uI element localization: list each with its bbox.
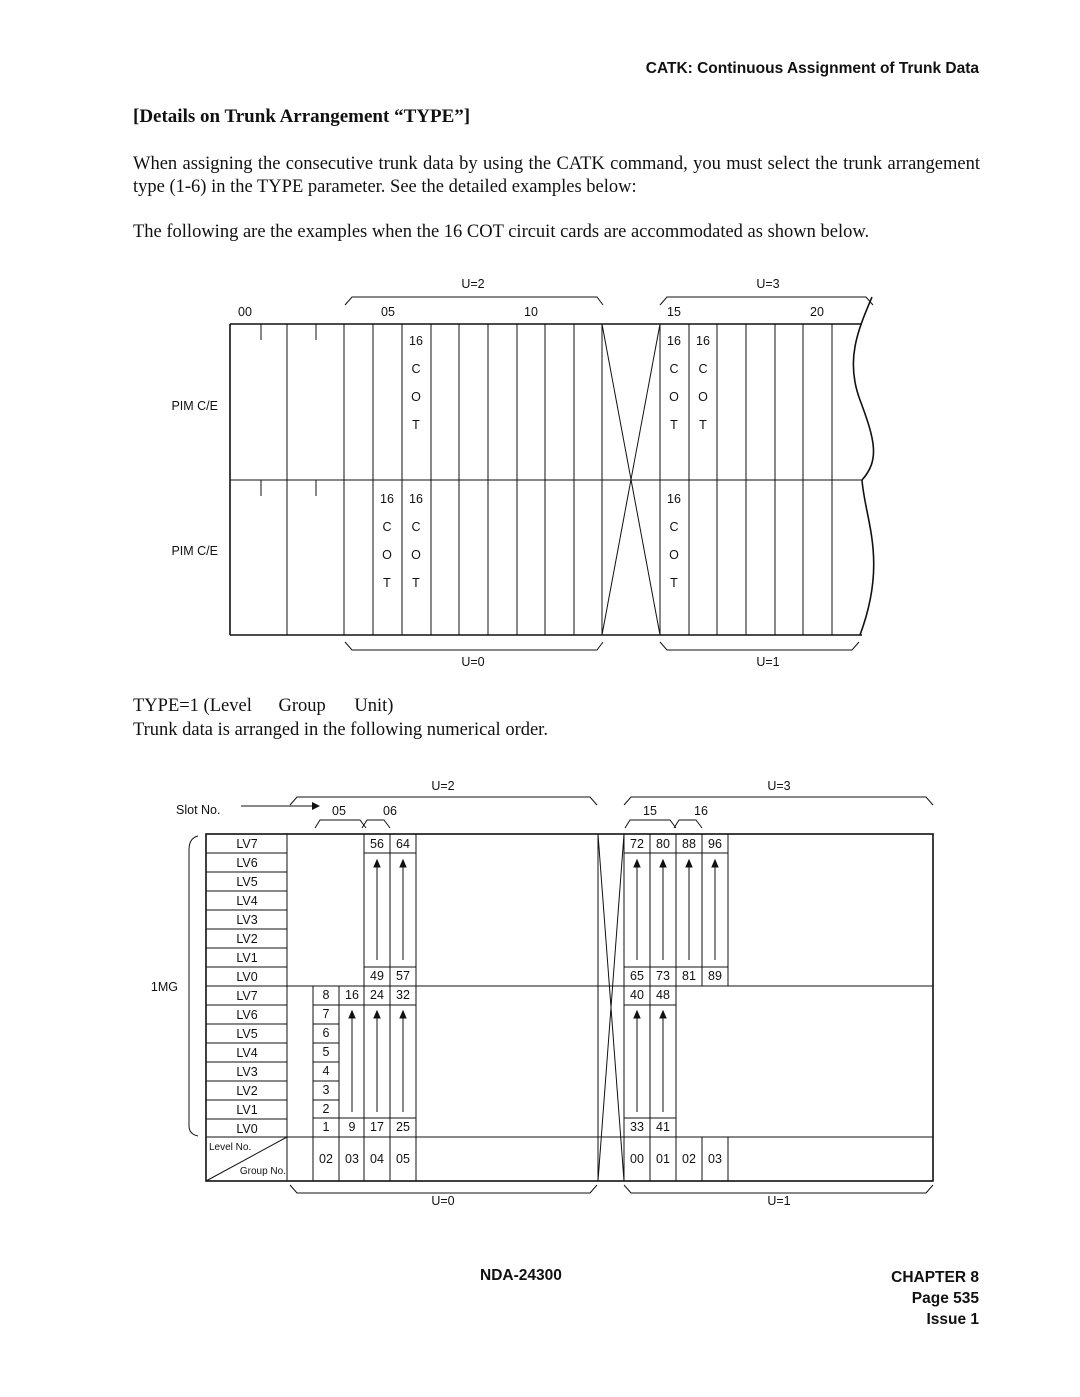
increment-arrow-head — [634, 1011, 640, 1018]
cot-card-label: C — [698, 362, 708, 376]
slot-label-15: 15 — [667, 305, 681, 319]
trunk-number-cell: 64 — [396, 837, 410, 851]
trunk-number-cell: 17 — [370, 1120, 384, 1134]
type-description: Trunk data is arranged in the following numerical order. — [133, 720, 548, 740]
trunk-number-cell: 8 — [322, 988, 330, 1002]
unit-label-u3-top: U=3 — [756, 277, 780, 291]
increment-arrow-head — [349, 1011, 355, 1018]
increment-arrow-head — [400, 860, 406, 867]
cot-card-label: 16 — [409, 492, 423, 506]
level-label: LV0 — [236, 1122, 258, 1136]
trunk-number-cell: 81 — [682, 969, 696, 983]
trunk-number-cell: 73 — [656, 969, 670, 983]
cot-card-label: C — [669, 362, 679, 376]
unit-label-u1-bottom: U=1 — [756, 655, 780, 669]
trunk-number-cell: 3 — [322, 1083, 330, 1097]
trunk-number-cell: 72 — [630, 837, 644, 851]
cot-card-arrangement-diagram — [0, 0, 1080, 690]
level-label: LV3 — [236, 913, 258, 927]
trunk-number-cell: 32 — [396, 988, 410, 1002]
unit-label-u2-top: U=2 — [431, 779, 455, 793]
trunk-number-cell: 02 — [682, 1152, 696, 1166]
issue-label: Issue 1 — [926, 1311, 979, 1328]
mg-label: 1MG — [150, 980, 178, 994]
level-label: LV2 — [236, 1084, 258, 1098]
cot-card-label: 16 — [409, 334, 423, 348]
cot-card-label: O — [382, 548, 392, 562]
cot-card-label: O — [411, 548, 421, 562]
example-paragraph: The following are the examples when the 16 COT circuit cards are accommodated as shown below. — [133, 222, 870, 242]
document-number: NDA-24300 — [480, 1267, 562, 1284]
cot-card-label: T — [670, 418, 678, 432]
increment-arrow-head — [374, 1011, 380, 1018]
running-header: CATK: Continuous Assignment of Trunk Data — [645, 60, 979, 77]
level-label: LV1 — [236, 951, 258, 965]
page-number: Page 535 — [911, 1290, 979, 1307]
slot-number-05: 05 — [332, 804, 346, 818]
trunk-number-cell: 25 — [396, 1120, 410, 1134]
type-part-unit: Unit) — [354, 696, 394, 716]
trunk-number-cell: 16 — [345, 988, 359, 1002]
cot-card-label: C — [669, 520, 679, 534]
trunk-number-cell: 40 — [630, 988, 644, 1002]
level-label: LV1 — [236, 1103, 258, 1117]
unit-label-u2-top: U=2 — [461, 277, 485, 291]
section-title: [Details on Trunk Arrangement “TYPE”] — [133, 106, 471, 127]
type-part-level: TYPE=1 (Level — [133, 696, 252, 716]
trunk-numbering-diagram — [0, 770, 1080, 1230]
trunk-number-cell: 33 — [630, 1120, 644, 1134]
increment-arrow-head — [634, 860, 640, 867]
trunk-number-cell: 96 — [708, 837, 722, 851]
slot-number-15: 15 — [643, 804, 657, 818]
trunk-number-cell: 00 — [630, 1152, 644, 1166]
level-label: LV3 — [236, 1065, 258, 1079]
cot-card-label: T — [412, 576, 420, 590]
trunk-number-cell: 48 — [656, 988, 670, 1002]
cot-card-label: C — [411, 520, 421, 534]
cot-card-label: O — [669, 390, 679, 404]
level-label: LV5 — [236, 875, 258, 889]
unit-label-u1-bottom: U=1 — [767, 1194, 791, 1208]
cot-card-label: T — [383, 576, 391, 590]
unit-label-u0-bottom: U=0 — [461, 655, 485, 669]
chapter-label: CHAPTER 8 — [891, 1269, 979, 1286]
trunk-number-cell: 1 — [322, 1120, 330, 1134]
slot-arrow-head — [312, 802, 320, 810]
trunk-number-cell: 03 — [345, 1152, 359, 1166]
cot-card-label: 16 — [667, 334, 681, 348]
trunk-number-cell: 89 — [708, 969, 722, 983]
footer-info — [891, 1267, 979, 1330]
level-label: LV6 — [236, 1008, 258, 1022]
trunk-number-cell: 57 — [396, 969, 410, 983]
trunk-number-cell: 56 — [370, 837, 384, 851]
level-label: LV2 — [236, 932, 258, 946]
trunk-number-cell: 5 — [322, 1045, 330, 1059]
trunk-number-cell: 24 — [370, 988, 384, 1002]
row-label-pim-lower: PIM C/E — [171, 544, 218, 558]
cot-card-label: T — [699, 418, 707, 432]
type-part-group: Group — [278, 696, 326, 716]
cot-card-label: T — [412, 418, 420, 432]
slot-no-label: Slot No. — [176, 803, 221, 817]
increment-arrow-head — [660, 860, 666, 867]
level-label: LV4 — [236, 894, 258, 908]
cot-card-label: O — [698, 390, 708, 404]
increment-arrow-head — [660, 1011, 666, 1018]
trunk-number-cell: 05 — [396, 1152, 410, 1166]
row-label-pim-upper: PIM C/E — [171, 399, 218, 413]
trunk-number-cell: 04 — [370, 1152, 384, 1166]
trunk-number-cell: 2 — [322, 1102, 330, 1116]
cot-card-label: 16 — [696, 334, 710, 348]
trunk-number-cell: 49 — [370, 969, 384, 983]
trunk-number-cell: 6 — [322, 1026, 330, 1040]
slot-number-06: 06 — [383, 804, 397, 818]
cot-card-label: 16 — [380, 492, 394, 506]
type-heading — [133, 696, 393, 717]
trunk-number-cell: 01 — [656, 1152, 670, 1166]
cot-card-label: O — [411, 390, 421, 404]
corner-level-label: Level No. — [209, 1142, 252, 1153]
slot-label-10: 10 — [524, 305, 538, 319]
slot-label-00: 00 — [238, 305, 252, 319]
cot-card-label: 16 — [667, 492, 681, 506]
level-label: LV4 — [236, 1046, 258, 1060]
slot-label-05: 05 — [381, 305, 395, 319]
trunk-number-cell: 02 — [319, 1152, 333, 1166]
trunk-number-cell: 4 — [322, 1064, 330, 1078]
trunk-number-cell: 9 — [348, 1120, 356, 1134]
level-label: LV6 — [236, 856, 258, 870]
slot-number-16: 16 — [694, 804, 708, 818]
level-label: LV7 — [236, 989, 258, 1003]
level-label: LV7 — [236, 837, 258, 851]
unit-label-u0-bottom: U=0 — [431, 1194, 455, 1208]
cot-card-label: C — [382, 520, 392, 534]
trunk-number-cell: 7 — [322, 1007, 330, 1021]
level-label: LV5 — [236, 1027, 258, 1041]
increment-arrow-head — [712, 860, 718, 867]
trunk-number-cell: 65 — [630, 969, 644, 983]
cot-card-label: O — [669, 548, 679, 562]
corner-group-label: Group No. — [239, 1166, 286, 1177]
intro-paragraph: When assigning the consecutive trunk data by using the CATK command, you must select the trunk arrangement type (1-6) in the TYPE parameter. See the detailed examples below: — [133, 154, 980, 197]
increment-arrow-head — [686, 860, 692, 867]
cot-card-label: T — [670, 576, 678, 590]
trunk-number-cell: 03 — [708, 1152, 722, 1166]
trunk-number-cell: 41 — [656, 1120, 670, 1134]
trunk-number-cell: 88 — [682, 837, 696, 851]
increment-arrow-head — [374, 860, 380, 867]
unit-label-u3-top: U=3 — [767, 779, 791, 793]
increment-arrow-head — [400, 1011, 406, 1018]
level-label: LV0 — [236, 970, 258, 984]
slot-label-20: 20 — [810, 305, 824, 319]
cot-card-label: C — [411, 362, 421, 376]
trunk-number-cell: 80 — [656, 837, 670, 851]
